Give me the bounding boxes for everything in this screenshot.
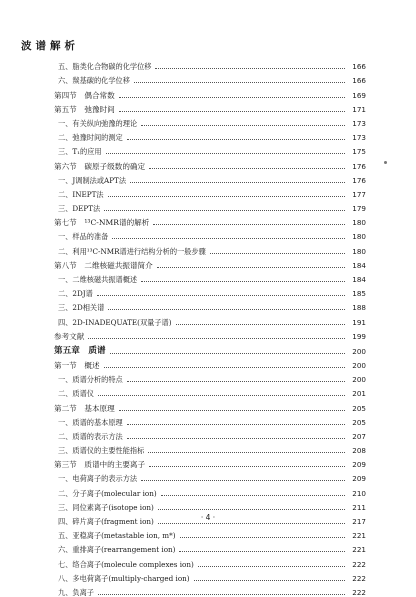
dot-leader	[127, 381, 345, 382]
toc-entry-page: 222	[352, 573, 366, 583]
toc-entry-page: 179	[352, 204, 366, 214]
toc-entry-page: 177	[352, 189, 366, 199]
toc-entry-title: 七、络合离子(molecule complexes ion)	[58, 559, 194, 569]
toc-entry-page: 175	[352, 147, 366, 157]
toc-entry-page: 200	[352, 346, 366, 356]
toc-entry-title: 三、质谱仪的主要性能指标	[58, 446, 145, 456]
toc-entry	[54, 469, 366, 483]
toc-entry-page: 222	[352, 587, 366, 597]
toc-entry-page: 166	[352, 76, 366, 86]
toc-entry-page: 209	[352, 474, 366, 484]
dot-leader	[176, 324, 345, 325]
toc-entry-title: 第五章 质谱	[54, 345, 106, 356]
toc-entry	[54, 341, 366, 356]
toc-entry	[54, 284, 366, 298]
toc-entry-title: 一、样品的准备	[58, 232, 109, 242]
toc-entry-page: 171	[352, 104, 366, 114]
toc-entry-title: 二、INEPT法	[58, 189, 104, 199]
toc-entry-title: 第二节 基本原理	[54, 403, 115, 413]
toc-entry	[54, 199, 366, 213]
toc-entry	[54, 483, 366, 497]
dot-leader	[148, 452, 345, 453]
toc-entry-title: 二、质谱的表示方法	[58, 431, 123, 441]
toc-entry	[54, 540, 366, 554]
toc-entry	[54, 384, 366, 398]
toc-entry-page: 173	[352, 133, 366, 143]
toc-entry-title: 三、T₁的应用	[58, 147, 102, 157]
toc-entry-page: 188	[352, 303, 366, 313]
toc-entry	[54, 185, 366, 199]
dot-leader	[149, 168, 345, 169]
toc-entry-title: 第四节 偶合常数	[54, 90, 115, 100]
toc-entry	[54, 100, 366, 114]
toc-entry-page: 222	[352, 559, 366, 569]
toc-entry-title: 二、2DJ谱	[58, 289, 93, 299]
dot-leader	[157, 267, 345, 268]
toc-entry-title: 一、质谱的基本原理	[58, 417, 123, 427]
toc-entry-title: 二、利用¹³C-NMR谱进行结构分析的一般步骤	[58, 246, 206, 256]
dot-leader	[108, 309, 345, 310]
toc-entry-page: 180	[352, 246, 366, 256]
toc-entry-page: 205	[352, 403, 366, 413]
toc-entry-title: 二、弛豫时间的测定	[58, 133, 123, 143]
toc-entry-title: 五、脂类化合物碳的化学位移	[58, 62, 152, 72]
dot-leader	[155, 68, 345, 69]
toc-entry-title: 第七节 ¹³C-NMR谱的解析	[54, 218, 150, 228]
toc-entry-page: 208	[352, 446, 366, 456]
toc-entry-title: 一、二维核磁共振谱概述	[58, 275, 138, 284]
dot-leader	[98, 594, 345, 595]
toc-entry-page: 173	[352, 118, 366, 128]
toc-entry-page: 176	[352, 161, 366, 171]
dot-leader	[88, 338, 345, 339]
dot-leader	[158, 523, 345, 524]
toc-entry-page: 200	[352, 375, 366, 385]
dot-leader	[127, 424, 345, 425]
dot-leader	[119, 97, 345, 98]
toc-entry	[54, 142, 366, 156]
toc-entry-page: 184	[352, 275, 366, 284]
toc-entry-title: 三、DEPT法	[58, 204, 101, 214]
toc-entry-page: 221	[352, 545, 366, 555]
dot-leader	[97, 295, 345, 296]
toc-entry	[54, 498, 366, 512]
page-number: · 4 ·	[200, 513, 216, 522]
dot-leader	[104, 210, 345, 211]
toc-entry	[54, 256, 366, 270]
dot-leader	[141, 480, 345, 481]
dot-leader	[119, 111, 345, 112]
toc-entry-title: 四、碎片离子(fragment ion)	[58, 517, 154, 526]
toc-entry-page: 211	[352, 502, 366, 512]
toc-entry	[54, 569, 366, 583]
toc-entry-page: 166	[352, 62, 366, 72]
dot-leader	[210, 253, 345, 254]
toc-entry-page: 221	[352, 531, 366, 541]
dot-leader	[134, 82, 345, 83]
dot-leader	[104, 367, 345, 368]
toc-entry-page: 205	[352, 417, 366, 427]
toc-entry-title: 九、负离子	[58, 587, 94, 597]
toc-entry	[54, 57, 366, 71]
toc-entry-page: 184	[352, 260, 366, 270]
toc-entry	[54, 227, 366, 241]
toc-entry-page: 191	[352, 317, 366, 327]
toc-entry-page: 199	[352, 331, 366, 341]
dot-leader	[127, 139, 345, 140]
dot-leader	[130, 182, 345, 183]
toc-entry	[54, 554, 366, 568]
toc-entry-title: 第六节 碳原子级数的确定	[54, 161, 146, 171]
toc-entry	[54, 171, 366, 185]
toc-entry	[54, 114, 366, 128]
toc-entry-page: 169	[352, 90, 366, 100]
toc-entry-title: 三、2D相关谱	[58, 303, 105, 313]
dot-leader	[108, 196, 345, 197]
toc-entry	[54, 356, 366, 370]
scan-speck	[384, 161, 387, 164]
dot-leader	[98, 395, 345, 396]
dot-leader	[127, 438, 345, 439]
toc-entry-page: 180	[352, 232, 366, 242]
toc-entry-title: 二、质谱仪	[58, 389, 94, 399]
toc-entry-title: 六、羰基碳的化学位移	[58, 76, 130, 86]
dot-leader	[161, 495, 345, 496]
toc-entry	[54, 213, 366, 227]
toc-entry	[54, 156, 366, 170]
toc-entry-page: 185	[352, 289, 366, 299]
toc-entry	[54, 128, 366, 142]
dot-leader	[141, 125, 345, 126]
toc-entry	[54, 370, 366, 384]
toc-entry-page: 207	[352, 431, 366, 441]
toc-entry-title: 第三节 质谱中的主要离子	[54, 460, 146, 470]
toc-entry	[54, 455, 366, 469]
toc-entry-title: 六、重排离子(rearrangement ion)	[58, 545, 176, 555]
dot-leader	[112, 238, 345, 239]
toc-entry-title: 三、同位素离子(isotope ion)	[58, 502, 154, 512]
toc-entry-page: 180	[352, 218, 366, 228]
toc-entry	[54, 413, 366, 427]
toc-entry-title: 一、质谱分析的特点	[58, 375, 123, 385]
toc-entry	[54, 270, 366, 284]
toc-entry-title: 八、多电荷离子(multiply-charged ion)	[58, 573, 190, 583]
dot-leader	[158, 509, 345, 510]
running-header: 波谱解析	[21, 40, 79, 52]
toc-entry	[54, 312, 366, 326]
toc-entry-title: 第一节 概述	[54, 360, 100, 370]
toc-entry	[54, 85, 366, 99]
toc-entry	[54, 241, 366, 255]
dot-leader	[149, 466, 345, 467]
toc-entry-title: 一、J调制法或APT法	[58, 175, 127, 185]
toc-entry	[54, 526, 366, 540]
toc-entry-title: 一、电荷离子的表示方法	[58, 474, 138, 484]
dot-leader	[119, 410, 345, 411]
toc-entry	[54, 71, 366, 85]
dot-leader	[194, 580, 345, 581]
dot-leader	[106, 153, 345, 154]
toc-entry-title: 一、有关纵向弛豫的理论	[58, 118, 138, 128]
dot-leader	[141, 281, 345, 282]
toc-entry-page: 200	[352, 360, 366, 370]
toc-entry-title: 参考文献	[54, 331, 85, 341]
toc-entry	[54, 427, 366, 441]
toc-entry-page: 209	[352, 460, 366, 470]
dot-leader	[153, 224, 345, 225]
toc-entry-title: 第八节 二维核磁共振谱简介	[54, 260, 153, 270]
dot-leader	[110, 353, 345, 354]
toc-entry-title: 第五节 弛豫时间	[54, 104, 115, 114]
toc-entry	[54, 583, 366, 597]
dot-leader	[179, 551, 345, 552]
toc-entry-page: 217	[352, 517, 366, 526]
dot-leader	[180, 537, 345, 538]
toc-entry	[54, 398, 366, 412]
toc-entry	[54, 441, 366, 455]
toc-entry-page: 210	[352, 488, 366, 498]
toc-entry-page: 176	[352, 175, 366, 185]
toc-entry	[54, 298, 366, 312]
toc-entry	[54, 327, 366, 341]
dot-leader	[198, 566, 345, 567]
toc-entry-title: 二、分子离子(molecular ion)	[58, 488, 157, 498]
toc-entry-title: 四、2D-INADEQUATE(双量子谱)	[58, 317, 172, 327]
toc-entry-page: 201	[352, 389, 366, 399]
toc-entry-title: 五、亚稳离子(metastable ion, m*)	[58, 531, 176, 541]
